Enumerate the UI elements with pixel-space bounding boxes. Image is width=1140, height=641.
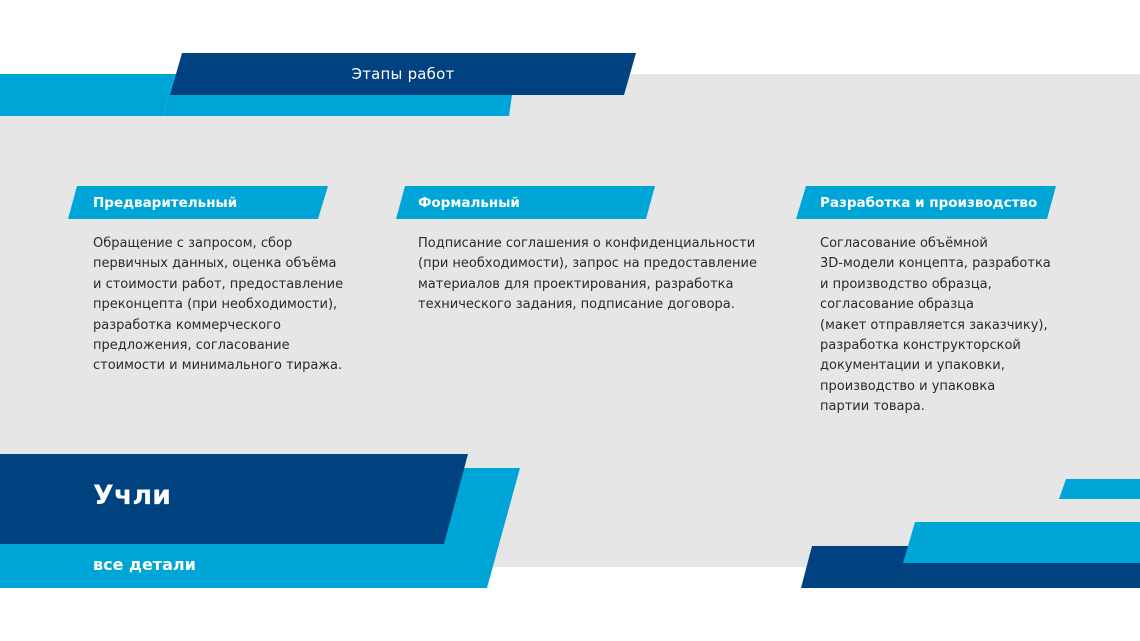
description-line: Подписание соглашения о конфиденциальности: [418, 236, 756, 251]
description-line: Согласование объёмной: [820, 236, 988, 251]
stage-label-formal: Формальный: [418, 194, 520, 211]
description-line: 3D-модели концепта, разработка: [820, 256, 1051, 272]
stage-description-formal: [418, 234, 757, 316]
description-line: материалов для проектирования, разработка: [418, 276, 734, 292]
section-title: Этапы работ: [351, 65, 455, 83]
description-line: первичных данных, оценка объёма: [93, 256, 337, 272]
footer-title: Учли: [93, 480, 172, 511]
description-line: преконцепта (при необходимости),: [93, 297, 338, 313]
description-line: и стоимости работ, предоставление: [93, 276, 344, 292]
bottom-right-cyan: [903, 522, 1140, 563]
stage-description-production: [820, 234, 1051, 418]
description-line: производство и упаковка: [820, 378, 996, 394]
stage-label-production: Разработка и производство: [820, 194, 1038, 211]
description-line: партии товара.: [820, 399, 925, 415]
description-line: и производство образца,: [820, 276, 992, 292]
description-line: (макет отправляется заказчику),: [820, 317, 1048, 333]
stage-label-preliminary: Предварительный: [93, 194, 238, 211]
footer-subtitle: все детали: [93, 555, 196, 574]
description-line: технического задания, подписание договора.: [418, 297, 735, 313]
bottom-right-cyan-small: [1059, 479, 1140, 499]
bottom-navy-block: [0, 454, 468, 544]
top-cyan-stripe: [0, 74, 175, 116]
description-line: разработка конструкторской: [820, 338, 1021, 354]
description-line: разработка коммерческого: [93, 317, 281, 333]
description-line: документации и упаковки,: [820, 358, 1005, 374]
description-line: предложения, согласование: [93, 338, 290, 354]
description-line: Обращение с запросом, сбор: [93, 236, 293, 251]
description-line: согласование образца: [820, 297, 974, 313]
description-line: стоимости и минимального тиража.: [93, 358, 343, 374]
description-line: (при необходимости), запрос на предоставление: [418, 256, 757, 272]
stage-description-preliminary: [93, 234, 343, 377]
